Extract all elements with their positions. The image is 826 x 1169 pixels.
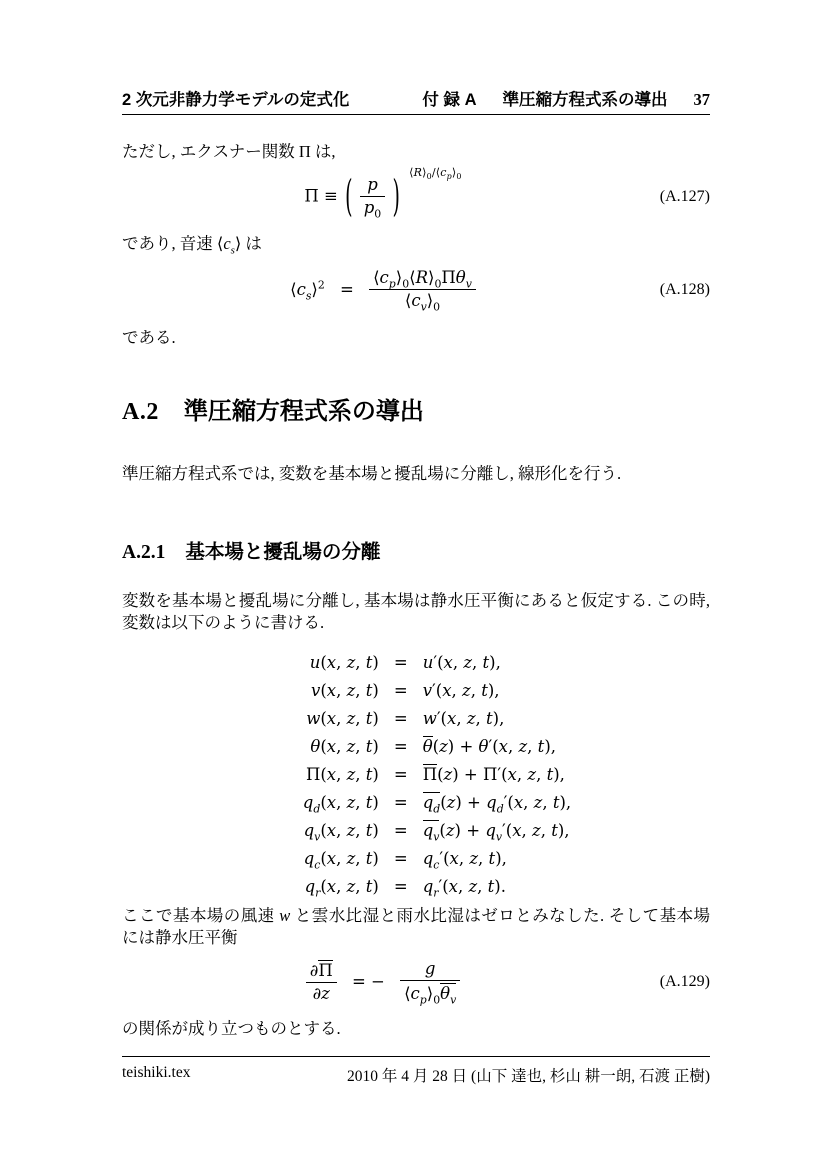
equation-row-u — [303, 649, 571, 677]
fraction-denominator: ∂z — [306, 982, 337, 1004]
equation-row-v — [303, 677, 571, 705]
row-lhs: $q_c(x$, z, t) — [303, 849, 379, 872]
fraction-denominator: $⟨c_p⟩_0\theta_v$ — [400, 980, 460, 1004]
paragraph-closing: の関係が成り立つものとする. — [122, 1019, 341, 1038]
equation-tag: (A.129) — [659, 973, 710, 990]
equation-row-qr — [303, 873, 571, 901]
row-lhs: $q_r(x$, z, t) — [304, 877, 379, 900]
fraction-numerator: g — [424, 959, 436, 979]
split-equations-block — [122, 649, 710, 901]
row-lhs: Π(x, z, t) — [305, 765, 379, 784]
fraction-denominator: $⟨c_v⟩_0$ — [369, 289, 476, 311]
paragraph-dearu: である. — [122, 328, 176, 347]
paragraph-section-intro: 準圧縮方程式系では, 変数を基本場と擾乱場に分離し, 線形化を行う. — [122, 464, 622, 483]
row-equals: = — [393, 765, 408, 784]
paragraph-basic-field: ここで基本場の風速 w と雲水比湿と雨水比湿はゼロとみなした. そして基本場には静水圧平衡 — [122, 906, 711, 947]
header-left-title: 2 次元非静力学モデルの定式化 — [122, 91, 350, 109]
equation-tag: (A.128) — [659, 281, 710, 298]
subsection-heading-a21 — [122, 536, 710, 564]
sound-speed-lhs: $⟨c_s⟩^2$ — [290, 278, 325, 302]
section-heading-a2 — [122, 391, 710, 426]
row-rhs: v′(x, z, t), — [422, 681, 500, 700]
row-rhs: u′(x, z, t), — [422, 653, 501, 672]
footer-date-authors: 2010 年 4 月 28 日 (山下 達也, 杉山 耕一朗, 石渡 正樹) — [347, 1068, 710, 1085]
header-appendix-label: 付 録 A — [422, 91, 477, 109]
equation-row-qc — [303, 845, 571, 873]
equation-a128-body — [122, 268, 644, 314]
row-equals: = — [393, 877, 408, 896]
equation-a128 — [122, 262, 710, 318]
row-equals: = — [393, 793, 408, 812]
row-rhs: Π(z) + Π′(x, z, t), — [422, 765, 565, 784]
hydrostatic-rhs-fraction — [400, 959, 460, 1007]
sound-speed-fraction — [369, 268, 476, 314]
row-rhs: $q_c'(x$, z, t), — [422, 849, 507, 872]
row-lhs: $q_v(x$, z, t) — [303, 821, 379, 844]
equals-sign: = — [340, 279, 354, 299]
eqnarray — [303, 649, 571, 901]
equation-row-pi — [303, 761, 571, 789]
paragraph-sound-speed: であり, 音速 $⟨c_s⟩$ は — [122, 234, 262, 257]
row-rhs: θ(z) + θ′(x, z, t), — [422, 737, 556, 756]
row-lhs: w(x, z, t) — [306, 709, 379, 728]
equals-minus-sign: = − — [351, 971, 385, 991]
row-rhs: $q_v(z) + q_v'(x$, z, t), — [422, 821, 570, 844]
equation-a129-body — [122, 959, 644, 1007]
fraction-denominator: $p_0$ — [360, 196, 385, 218]
row-lhs: θ(x, z, t) — [310, 737, 379, 756]
equation-row-theta — [303, 733, 571, 761]
equation-row-w — [303, 705, 571, 733]
page-header — [122, 86, 710, 115]
row-equals: = — [393, 849, 408, 868]
big-right-paren: ) — [392, 172, 400, 222]
hydrostatic-lhs-fraction — [306, 960, 337, 1004]
fraction-numerator: $⟨c_p⟩_0⟨R⟩_0\Pi\theta_v$ — [373, 268, 472, 291]
equation-a129 — [122, 954, 710, 1010]
page-number: 37 — [693, 90, 710, 109]
paragraph-separation-intro: 変数を基本場と擾乱場に分離し, 基本場は静水圧平衡にあると仮定する. この時, 変数は以下のように書ける. — [122, 591, 710, 632]
section-title: 準圧縮方程式系の導出 — [183, 398, 424, 425]
row-lhs: v(x, z, t) — [311, 681, 379, 700]
subsection-title: 基本場と擾乱場の分離 — [185, 541, 381, 563]
header-appendix-title: 準圧縮方程式系の導出 — [502, 91, 668, 109]
row-equals: = — [393, 653, 408, 672]
row-equals: = — [393, 709, 408, 728]
big-left-paren: ( — [345, 172, 353, 222]
row-rhs: $q_r'(x$, z, t). — [422, 877, 506, 900]
fraction-numerator: ∂Π — [309, 961, 333, 981]
paragraph-exner-intro: ただし, エクスナー関数 Π は, — [122, 142, 336, 161]
exner-definition-lhs: Π ≡ — [304, 186, 338, 206]
pressure-fraction — [360, 175, 385, 221]
row-rhs: $q_d(z) + q_d'(x$, z, t), — [422, 793, 572, 816]
row-lhs: $q_d(x$, z, t) — [302, 793, 379, 816]
equation-row-qd — [303, 789, 571, 817]
exponent: ⟨R⟩0/⟨cp⟩0 — [409, 166, 462, 182]
row-equals: = — [393, 681, 408, 700]
subsection-number: A.2.1 — [122, 542, 166, 563]
equation-a127-body — [122, 166, 644, 222]
row-equals: = — [393, 737, 408, 756]
page-footer — [122, 1056, 710, 1086]
row-equals: = — [393, 821, 408, 840]
fraction-numerator: p — [367, 175, 378, 195]
footer-filename: teishiki.tex — [122, 1064, 191, 1081]
equation-a127 — [122, 167, 710, 227]
row-lhs: u(x, z, t) — [309, 653, 379, 672]
section-number: A.2 — [122, 399, 159, 425]
row-rhs: w′(x, z, t), — [422, 709, 505, 728]
equation-row-qv — [303, 817, 571, 845]
equation-tag: (A.127) — [659, 188, 710, 205]
